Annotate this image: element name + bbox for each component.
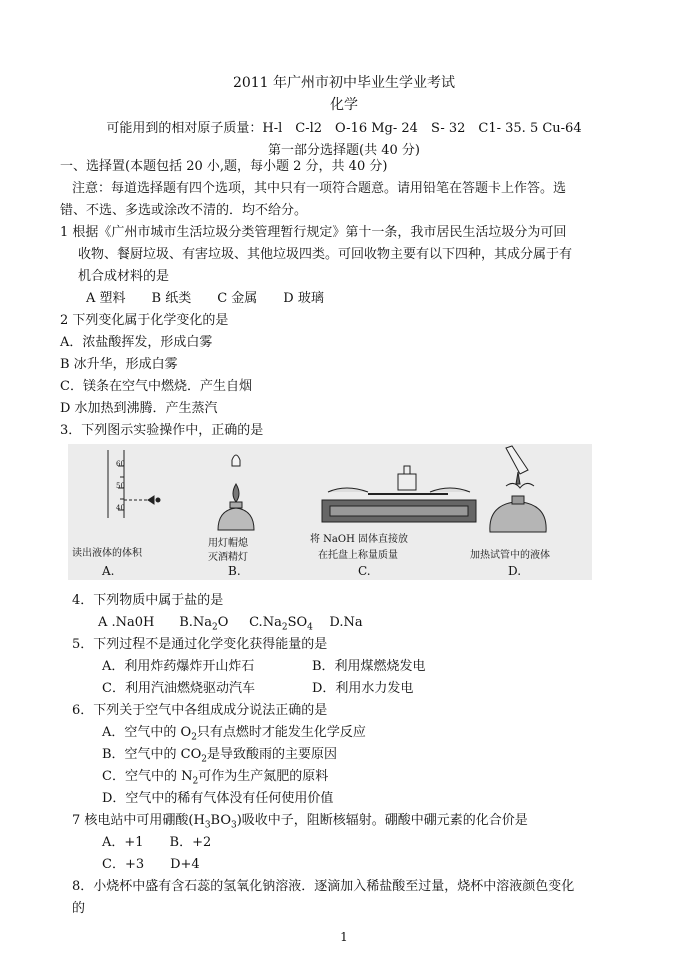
option-b-letter: B. [228, 564, 241, 578]
q8-stem-line-2: 的 [72, 901, 86, 916]
q4-option-b: $B.Na_2O$ [179, 615, 229, 633]
q7-options-row-2: C．+3 D+4 [102, 857, 200, 872]
q6-option-d: D．空气中的稀有气体没有任何使用价值 [102, 791, 334, 806]
q6-option-c: C．空气中的 $N_2$可作为生产氮肥的原料 [102, 769, 329, 787]
q4-options [98, 614, 363, 637]
subject-title: 化学 [330, 97, 358, 113]
q4-option-c: $C.Na_2SO_4$ [249, 615, 313, 633]
q1-stem-line-2: 收物、餐厨垃圾、有害垃圾、其他垃圾四类。可回收物主要有以下四种，其成分属于有 [78, 247, 573, 262]
atomic-masses-line: 可能用到的相对原子质量：H-l C-l2 O-16 Mg- 24 S- 32 C1- 35. 5 Cu-64 [106, 121, 582, 136]
q2-option-d: D 水加热到沸腾．产生蒸汽 [60, 401, 218, 416]
exam-title: 2011 年广州市初中毕业生学业考试 [232, 75, 456, 91]
cylinder-scale-50: 50 [116, 482, 125, 490]
instruction-line-1: 注意：每道选择题有四个选项，其中只有一项符合题意。请用铅笔在答题卡上作答。选 [72, 181, 567, 196]
option-c-caption-line-1: 将 NaOH 固体直接放 [310, 534, 408, 545]
page-number: 1 [340, 930, 348, 944]
option-d-caption: 加热试管中的液体 [470, 550, 550, 561]
q1-stem-line-3: 机合成材料的是 [78, 269, 170, 284]
q1-options: A 塑料 B 纸类 C 金属 D 玻璃 [86, 291, 324, 306]
part-title: 第一部分选择题(共 40 分) [268, 143, 420, 158]
q8-stem-line-1: 8．小烧杯中盛有含石蕊的氢氧化钠溶液．逐滴加入稀盐酸至过量，烧杯中溶液颜色变化 [72, 879, 575, 894]
balance-scale-illustration [322, 466, 476, 522]
q2-option-b: B 冰升华，形成白雾 [60, 357, 178, 372]
q5-option-b: B．利用煤燃烧发电 [312, 659, 426, 674]
option-d-letter: D. [508, 564, 522, 578]
option-b-caption-line-2: 灭酒精灯 [208, 552, 248, 563]
q6-option-b: B．空气中的 $CO_2$是导致酸雨的主要原因 [102, 747, 338, 765]
q2-stem: 2 下列变化属于化学变化的是 [60, 313, 229, 328]
option-c-caption-line-2: 在托盘上称量质量 [318, 550, 398, 561]
cylinder-scale-40: 40 [116, 504, 125, 512]
q7-options-row-1: A．+1 B．+2 [102, 835, 212, 850]
q7-stem: 7 核电站中可用硼酸$(H_3BO_3)$吸收中子，阻断核辐射。硼酸中硼元素的化合价是 [72, 813, 528, 831]
option-a-letter: A. [102, 564, 115, 578]
instruction-line-2: 错、不选、多选或涂改不清的．均不给分。 [60, 203, 308, 218]
option-c-letter: C. [358, 564, 371, 578]
q6-stem: 6．下列关于空气中各组成成分说法正确的是 [72, 703, 328, 718]
q5-option-c: C．利用汽油燃烧驱动汽车 [102, 681, 255, 696]
section-heading: 一、选择置(本题包括 20 小,题，每小题 2 分，共 40 分) [60, 159, 388, 174]
q3-stem: 3．下列图示实验操作中，正确的是 [60, 423, 264, 438]
q2-option-a: A．浓盐酸挥发，形成白雾 [60, 335, 213, 350]
q6-option-a: A．空气中的 $O_2$只有点燃时才能发生化学反应 [102, 725, 366, 743]
cylinder-scale-60: 60 [116, 460, 125, 468]
q4-option-d: D.Na [329, 615, 363, 630]
q2-option-c: C．镁条在空气中燃烧．产生自烟 [60, 379, 252, 394]
option-a-caption: 读出液体的体积 [72, 548, 142, 559]
q1-stem-line-1: 1 根据《广州市城市生活垃圾分类管理暂行规定》第十一条，我市居民生活垃圾分为可回 [60, 225, 567, 240]
q5-stem: 5．下列过程不是通过化学变化获得能量的是 [72, 637, 328, 652]
test-tube-heating-illustration [490, 446, 546, 532]
q3-experiment-figure [68, 444, 592, 580]
q5-option-a: A．利用炸药爆炸开山炸石 [102, 659, 255, 674]
q4-option-a: A .Na0H [98, 615, 155, 630]
q4-stem: 4．下列物质中属于盐的是 [72, 593, 224, 608]
option-b-caption-line-1: 用灯帽熄 [208, 538, 248, 549]
alcohol-lamp-illustration [218, 455, 254, 530]
q5-option-d: D．利用水力发电 [312, 681, 414, 696]
